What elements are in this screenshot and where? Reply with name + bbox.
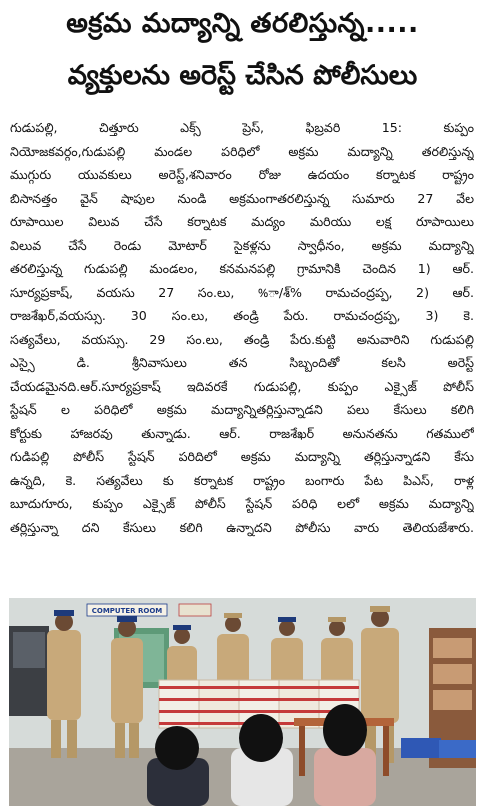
article-line: కోర్టుకు హాజరవు తున్నాడు. ఆర్. రాజశేఖర్ అనునతను గతములో [10, 425, 474, 441]
article-line: నియోజకవర్గం,గుడుపల్లి మండల పరిధిలో అక్రమ మద్యాన్ని తరలిస్తున్న [10, 143, 474, 159]
article-line: విలువ చేసే రెండు మోటార్ సైకళ్లను స్వాధీనం, అక్రమ మద్యాన్ని [10, 237, 474, 253]
article-line: స్టేషన్ ల పరిధిలో అక్రమ మద్యాన్నితర్లిస్తున్నాడని పలు కేసులు కలిగి [10, 402, 474, 417]
article-line: సూర్యప్రకాష్, వయసు 27 సం.లు, %ా/శ్% రామచంద్రప్ప, 2) ఆర్. [10, 284, 474, 300]
article-line: బూదుగూరు, కుప్పం ఎక్సైజ్ పోలీస్ స్టేషన్ పరిధి లలో అక్రమ మద్యాన్ని [10, 496, 474, 511]
headline-line-1: అక్రమ మద్యాన్ని తరలిస్తున్న..... [66, 8, 419, 39]
article-line: తరలిస్తున్న గుడుపల్లి మండలం, కనమనపల్లి గ్రామానికి చెందిన 1) ఆర్. [10, 261, 474, 276]
article-line: ఎస్సై డి. శ్రీనివాసులు తన సిబ్బందితో కలసి అరెస్ట్ [10, 355, 474, 370]
article-line: ఉన్నది, కె. సత్యవేలు కు కర్నాటక రాష్ట్రం బంగారు పేట పిఎస్, రాళ్ల [10, 472, 474, 488]
article-body [10, 116, 474, 539]
article-line: గుడుపల్లి, చిత్తూరు ఎక్స్ ప్రెస్, ఫిబ్రవరి 15: కుప్పం [10, 120, 474, 135]
photo-illustration [9, 598, 476, 806]
news-photo [9, 598, 476, 806]
article-line: ముగ్గురు యువకులు అరెస్ట్,శనివారం రోజు ఉదయం కర్నాటక రాష్ట్రం [10, 167, 474, 182]
article-line: బిసానత్తం వైన్ షాపుల నుండి అక్రమంగాతరలిస్తున్న సుమారు 27 వేల [10, 190, 474, 206]
article-line: తర్లిస్తున్నా దని కేసులు కలిగి ఉన్నాదని పోలీసు వారు తెలియజేశారు. [10, 519, 474, 535]
article-line: రూపాయిల విలువ చేసే కర్నాటక మద్యం మరియు లక్ష రూపాయిలు [10, 214, 474, 229]
article-line: సత్యవేలు, వయస్సు. 29 సం.లు, తండ్రి పేరు.కుట్టి అనువారిని గుడుపల్లి [10, 331, 474, 347]
article-line: చేయడమైనది.ఆర్.సూర్యప్రకాష్ ఇదివరకే గుడుపల్లి, కుప్పం ఎక్సైజ్ పోలీస్ [10, 378, 474, 394]
article-line: గుడిపల్లి పోలీస్ స్టేషన్ పరిదిలో అక్రమ మద్యాన్ని తర్లిస్తున్నాడని కేసు [10, 449, 474, 464]
article-line: రాజశేఖర్,వయస్సు. 30 సం.లు, తండ్రి పేరు. రామచంద్రప్ప, 3) కె. [10, 308, 474, 323]
headline-line-2: వ్యక్తులను అరెస్ట్ చేసిన పోలీసులు [67, 60, 418, 91]
room-sign-text: COMPUTER ROOM [91, 607, 163, 615]
